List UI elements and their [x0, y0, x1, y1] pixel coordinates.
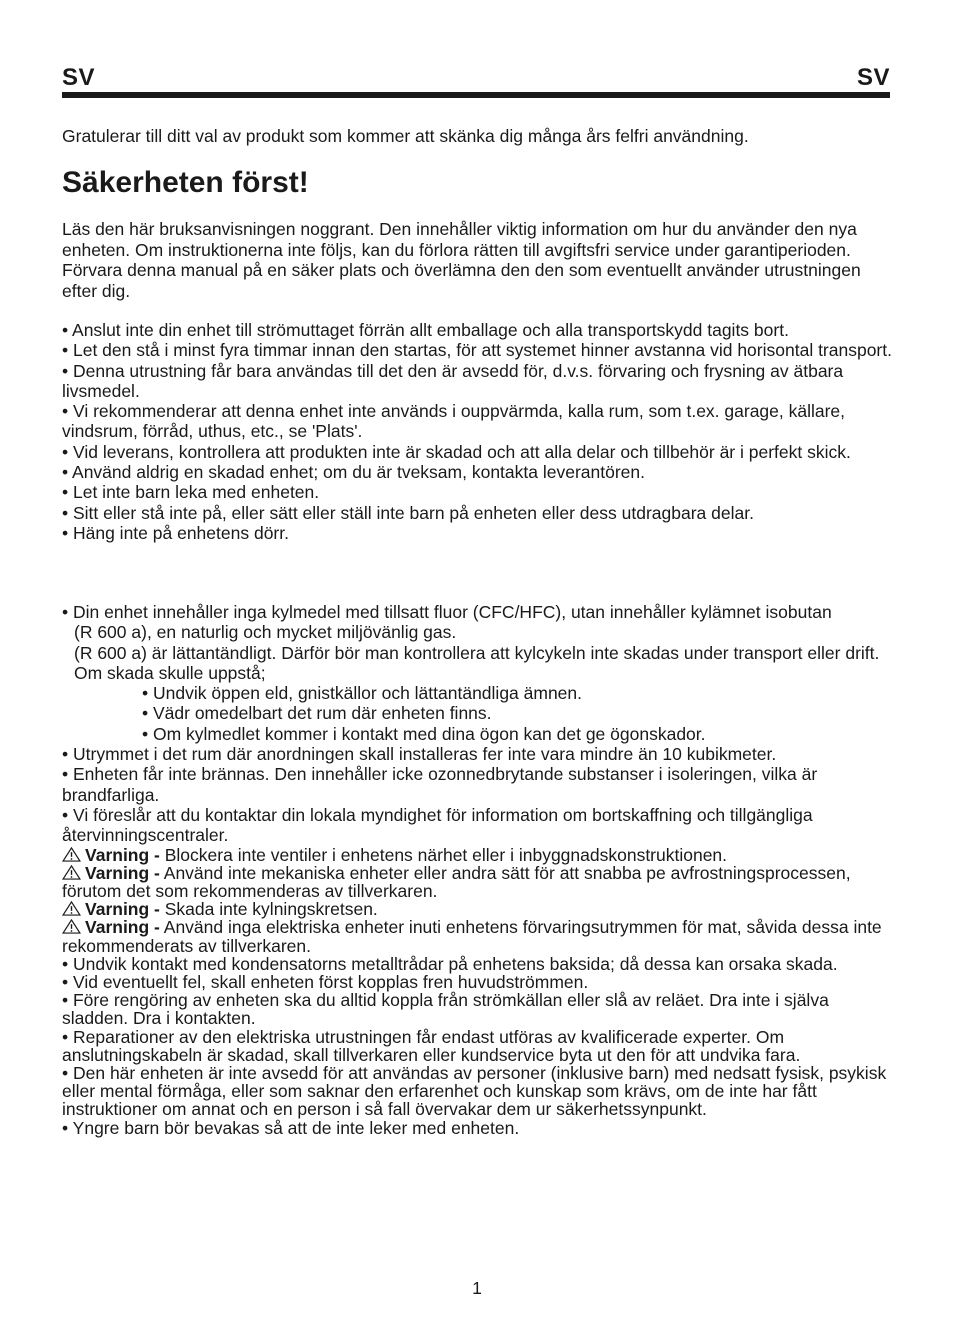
- list-item: • Häng inte på enhetens dörr.: [62, 522, 289, 543]
- warning-label: Varning -: [85, 899, 160, 920]
- warning-triangle-icon: [62, 919, 81, 934]
- warning-text: Blockera inte ventiler i enhetens närhet eller i inbyggnadskonstruktionen.: [164, 844, 728, 865]
- list-item: • Denna utrustning får bara användas till det den är avsedd för, d.v.s. förvaring och frysning av ätbara livsmedel.: [62, 360, 844, 401]
- list-item: • Vi föreslår att du kontaktar din lokala myndighet för information om bortskaffning och tillgängliga återvinningscentraler.: [62, 804, 813, 846]
- list-item: • Anslut inte din enhet till strömuttaget förrän allt emballage och alla transportskydd tagits bort.: [62, 320, 789, 340]
- list-item: • Den här enheten är inte avsedd för att användas av personer (inklusive barn) med nedsatt fysisk, psykisk eller mental förmåga, eller som saknar den erfarenhet och kunskap som krävs, om de inte har fått instruktioner om annat och en person i så fall övervakar dem ur säkerhetssynpunkt.: [62, 1063, 887, 1120]
- warning-text: Använd inga elektriska enheter inuti enhetens förvaringsutrymmen för mat, såvida dessa inte rekommenderats av tillverkaren.: [62, 917, 882, 956]
- lead-paragraph: Läs den här bruksanvisningen noggrant. Den innehåller viktig information om hur du använder den nya enheten. Om instruktionerna inte följs, kan du förlora rätten till avgiftsfri service under garantiperioden. Förvara denna manual på en säker plats och överlämna den den som eventuellt använder utrustningen efter dig.: [62, 219, 861, 301]
- warning-label: Varning -: [85, 844, 160, 865]
- page-header: [62, 62, 890, 98]
- list-item: • Enheten får inte brännas. Den innehåller icke ozonnedbrytande substanser i isoleringen, vilka är brandfarliga.: [62, 764, 818, 805]
- page-title: Säkerheten först!: [62, 166, 309, 199]
- list-item: • Reparationer av den elektriska utrustningen får endast utföras av kvalificerade experter. Om anslutningskabeln är skadad, skall tillverkaren eller kundservice byta ut den för att undvika fara.: [62, 1026, 801, 1065]
- list-item: • Före rengöring av enheten ska du alltid koppla från strömkällan eller slå av reläet. Dra inte i själva sladden. Dra i kontakten.: [62, 990, 829, 1029]
- warning-label: Varning -: [85, 917, 160, 938]
- list-item: • Undvik kontakt med kondensatorns metalltrådar på enhetens baksida; då dessa kan orsaka skada.: [62, 953, 838, 974]
- warning-label: Varning -: [85, 862, 160, 883]
- list-item: Om skada skulle uppstå;: [74, 662, 266, 683]
- list-item: (R 600 a) är lättantändligt. Därför bör man kontrollera att kylcykeln inte skadas under transport eller drift.: [74, 642, 880, 663]
- page-number: 1: [472, 1278, 482, 1298]
- list-item: • Vid leverans, kontrollera att produkten inte är skadad och att alla delar och tillbehör är i perfekt skick.: [62, 441, 851, 462]
- list-item: • Undvik öppen eld, gnistkällor och lättantändliga ämnen.: [142, 683, 583, 704]
- header-rule: [62, 92, 890, 98]
- warning-item: [62, 900, 892, 918]
- warning-item: [62, 846, 892, 864]
- list-item: • Vi rekommenderar att denna enhet inte används i ouppvärmda, kalla rum, som t.ex. garage, källare, vindsrum, förråd, uthus, etc., se 'Plats'.: [62, 401, 846, 442]
- list-item: • Vädr omedelbart det rum där enheten finns.: [142, 703, 492, 724]
- list-item: • Vid eventuellt fel, skall enheten först kopplas fren huvudströmmen.: [62, 971, 589, 992]
- list-item: • Let inte barn leka med enheten.: [62, 482, 320, 503]
- list-item: • Yngre barn bör bevakas så att de inte leker med enheten.: [62, 1117, 520, 1138]
- language-code-right: SV: [856, 64, 890, 91]
- warning-text: Använd inte mekaniska enheter eller andra sätt för att snabba pe avfrostningsprocessen, förutom det som rekommenderas av tillverkaren.: [62, 862, 851, 901]
- intro-text: Gratulerar till ditt val av produkt som kommer att skänka dig många års felfri användning.: [62, 126, 749, 146]
- list-item: (R 600 a), en naturlig och mycket miljövänlig gas.: [74, 622, 457, 643]
- warning-triangle-icon: [62, 847, 81, 862]
- list-item: • Om kylmedlet kommer i kontakt med dina ögon kan det ge ögonskador.: [142, 723, 706, 744]
- warning-triangle-icon: [62, 901, 81, 916]
- safety-list-general: [62, 320, 892, 543]
- warning-text: Skada inte kylningskretsen.: [164, 899, 378, 920]
- list-item: • Utrymmet i det rum där anordningen skall installeras fer inte vara mindre än 10 kubikmeter.: [62, 744, 777, 765]
- list-item: • Din enhet innehåller inga kylmedel med tillsatt fluor (CFC/HFC), utan innehåller kylämnet isobutan: [62, 602, 832, 622]
- list-item: • Sitt eller stå inte på, eller sätt eller ställ inte barn på enheten eller dess utdragbara delar.: [62, 502, 754, 523]
- language-code-left: SV: [62, 64, 96, 91]
- list-item: • Använd aldrig en skadad enhet; om du är tveksam, kontakta leverantören.: [62, 462, 646, 483]
- warnings-and-notes: [62, 846, 892, 1137]
- safety-list-refrigerant: [62, 602, 892, 1137]
- warning-item: [62, 918, 892, 954]
- warning-triangle-icon: [62, 865, 81, 880]
- list-item: • Let den stå i minst fyra timmar innan den startas, för att systemet hinner avstanna vid horisontal transport.: [62, 340, 892, 361]
- warning-item: [62, 864, 892, 900]
